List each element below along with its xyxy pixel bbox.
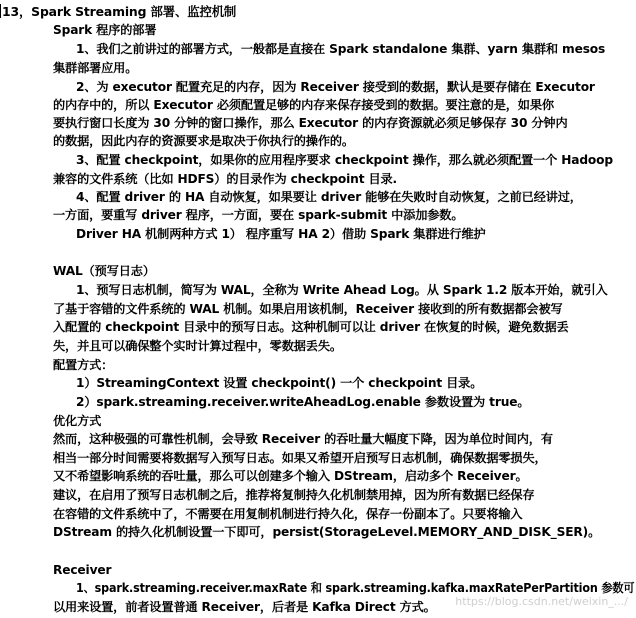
wal-para-1-line-1: 1、预写日志机制，简写为 WAL，全称为 Write Ahead Log。从 Spark 1.2 版本开始，就引入 [76,283,608,297]
wal-opt-line-2: 相当一部分时间需要将数据写入预写日志。如果又希望开启预写日志机制，确保数据零损失， [53,451,547,465]
wal-opt-line-1: 然而，这种极强的可靠性机制，会导致 Receiver 的吞吐量大幅度下降，因为单位时间内，有 [53,432,553,446]
deploy-para-2-line-1: 2、为 executor 配置充足的内存，因为 Receiver 接受到的数据，默认是要存储在 Executor [76,80,595,94]
wal-para-1-line-4: 失，并且可以确保整个实时计算过程中，零数据丢失。 [53,339,342,353]
deploy-title: Spark 程序的部署 [53,23,157,37]
text-cursor [0,4,1,18]
deploy-para-4-line-1: 4、配置 driver 的 HA 自动恢复，如果要让 driver 能够在失败时自动恢复，之前已经讲过， [76,190,582,204]
receiver-para-1-line-1: 1、spark.streaming.receiver.maxRate 和 spark.streaming.kafka.maxRatePerPartition 参数可 [76,581,635,595]
wal-config-item-1: 1）StreamingContext 设置 checkpoint() 一个 checkpoint 目录。 [76,376,483,390]
wal-para-1-line-2: 了基于容错的文件系统的 WAL 机制。如果启用该机制，Receiver 接收到的所有数据都会被写 [53,302,563,316]
wal-opt-line-5: 在容错的文件系统中了，不需要在用复制机制进行持久化，保存一份副本了。只要将输入 [53,507,523,521]
wal-opt-line-6: DStream 的持久化机制设置一下即可，persist(StorageLevel.MEMORY_AND_DISK_SER)。 [53,525,601,539]
deploy-para-1-line-1: 1、我们之前讲过的部署方式，一般都是直接在 Spark standalone 集群、yarn 集群和 mesos [76,42,606,56]
wal-title: WAL（预写日志） [53,264,155,278]
receiver-para-1-line-2: 以用来设置，前者设置普通 Receiver，后者是 Kafka Direct 方式。 [53,600,436,614]
deploy-para-3-line-1: 3、配置 checkpoint，如果你的应用程序要求 checkpoint 操作，那么就必须配置一个 Hadoop [76,153,613,167]
deploy-para-4-line-2: 一方面，要重写 driver 程序，一方面，要在 spark-submit 中添加参数。 [53,208,464,222]
wal-opt-line-3: 又不希望影响系统的吞吐量，那么可以创建多个输入 DStream，启动多个 Receiver。 [53,469,528,483]
wal-config-title: 配置方式： [53,358,114,372]
deploy-para-3-line-2: 兼容的文件系统（比如 HDFS）的目录作为 checkpoint 目录. [53,172,398,186]
wal-config-item-2: 2）spark.streaming.receiver.writeAheadLog.enable 参数设置为 true。 [76,395,530,409]
deploy-para-2-line-3: 要执行窗口长度为 30 分钟的窗口操作，那么 Executor 的内存资源就必须足够保存 30 分钟内 [53,116,568,130]
deploy-para-1-line-2: 集群部署应用。 [53,61,138,75]
deploy-para-2-line-4: 的数据，因此内存的资源要求是取决于你执行的操作的。 [53,134,354,148]
section-heading: 13，Spark Streaming 部署、监控机制 [2,4,237,19]
receiver-title: Receiver [53,563,112,577]
driver-ha-line: Driver HA 机制两种方式 1） 程序重写 HA 2）借助 Spark 集群进行维护 [76,227,486,241]
watermark: https://blog.csdn.net/weixin_.../ [455,595,628,608]
wal-opt-line-4: 建议，在启用了预写日志机制之后，推荐将复制持久化机制禁用掉，因为所有数据已经保存 [53,488,535,502]
deploy-para-2-line-2: 的内存中的，所以 Executor 必须配置足够的内存来保存接受到的数据。要注意的是，如果你 [53,98,554,112]
wal-para-1-line-3: 入配置的 checkpoint 目录中的预写日志。这种机制可以让 driver 在恢复的时候，避免数据丢 [53,320,569,334]
wal-opt-title: 优化方式 [53,414,102,428]
